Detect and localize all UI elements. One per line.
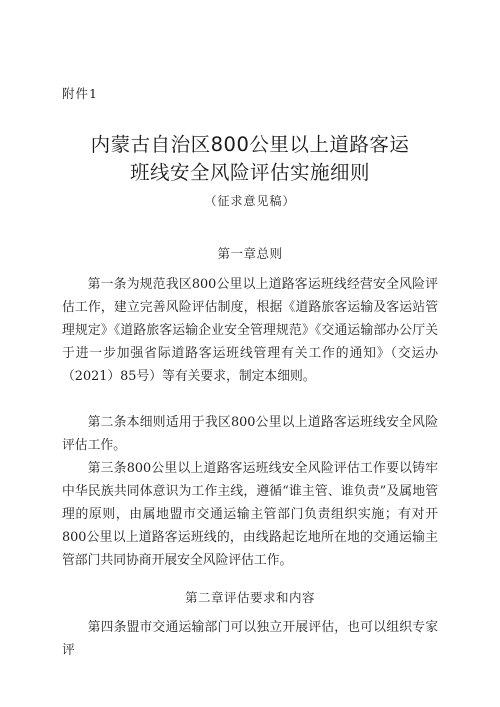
draft-note: （征求意见稿） <box>204 194 296 208</box>
chapter-heading: 第一章总则 <box>217 246 283 261</box>
article-3: 第三条800公里以上道路客运班线安全风险评估工作要以铸牢中华民族共同体意识为工作主线，遵循“谁主管、谁负责”及属地管理的原则，由属地盟市交通运输主管部门负责组织实施；有对开800公里以上道路客运班线的，由线路起讫地所在地的交通运输主管部门共同协商开展安全风险评估工作。 <box>62 461 438 568</box>
article-2: 第二条本细则适用于我区800公里以上道路客运班线安全风险评估工作。 <box>62 415 438 453</box>
document-title-line-2: 班线安全风险评估实施细则 <box>129 161 370 184</box>
document-title-line-1: 内蒙古自治区800公里以上道路客运 <box>90 133 410 156</box>
chapter-heading: 第二章评估要求和内容 <box>184 590 315 605</box>
attachment-label: 附件1 <box>62 86 98 101</box>
article-4: 第四条盟市交通运输部门可以独立开展评估，也可以组织专家评 <box>62 620 438 658</box>
article-1: 第一条为规范我区800公里以上道路客运班线经营安全风险评估工作，建立完善风险评估制度，根据《道路旅客运输及客运站管理规定》《道路旅客运输企业安全管理规范》《交通运输部办公厅关于进一步加强省际道路客运班线管理有关工作的通知》（交运办（2021）85号）等有关要求，制定本细则。 <box>62 277 438 384</box>
